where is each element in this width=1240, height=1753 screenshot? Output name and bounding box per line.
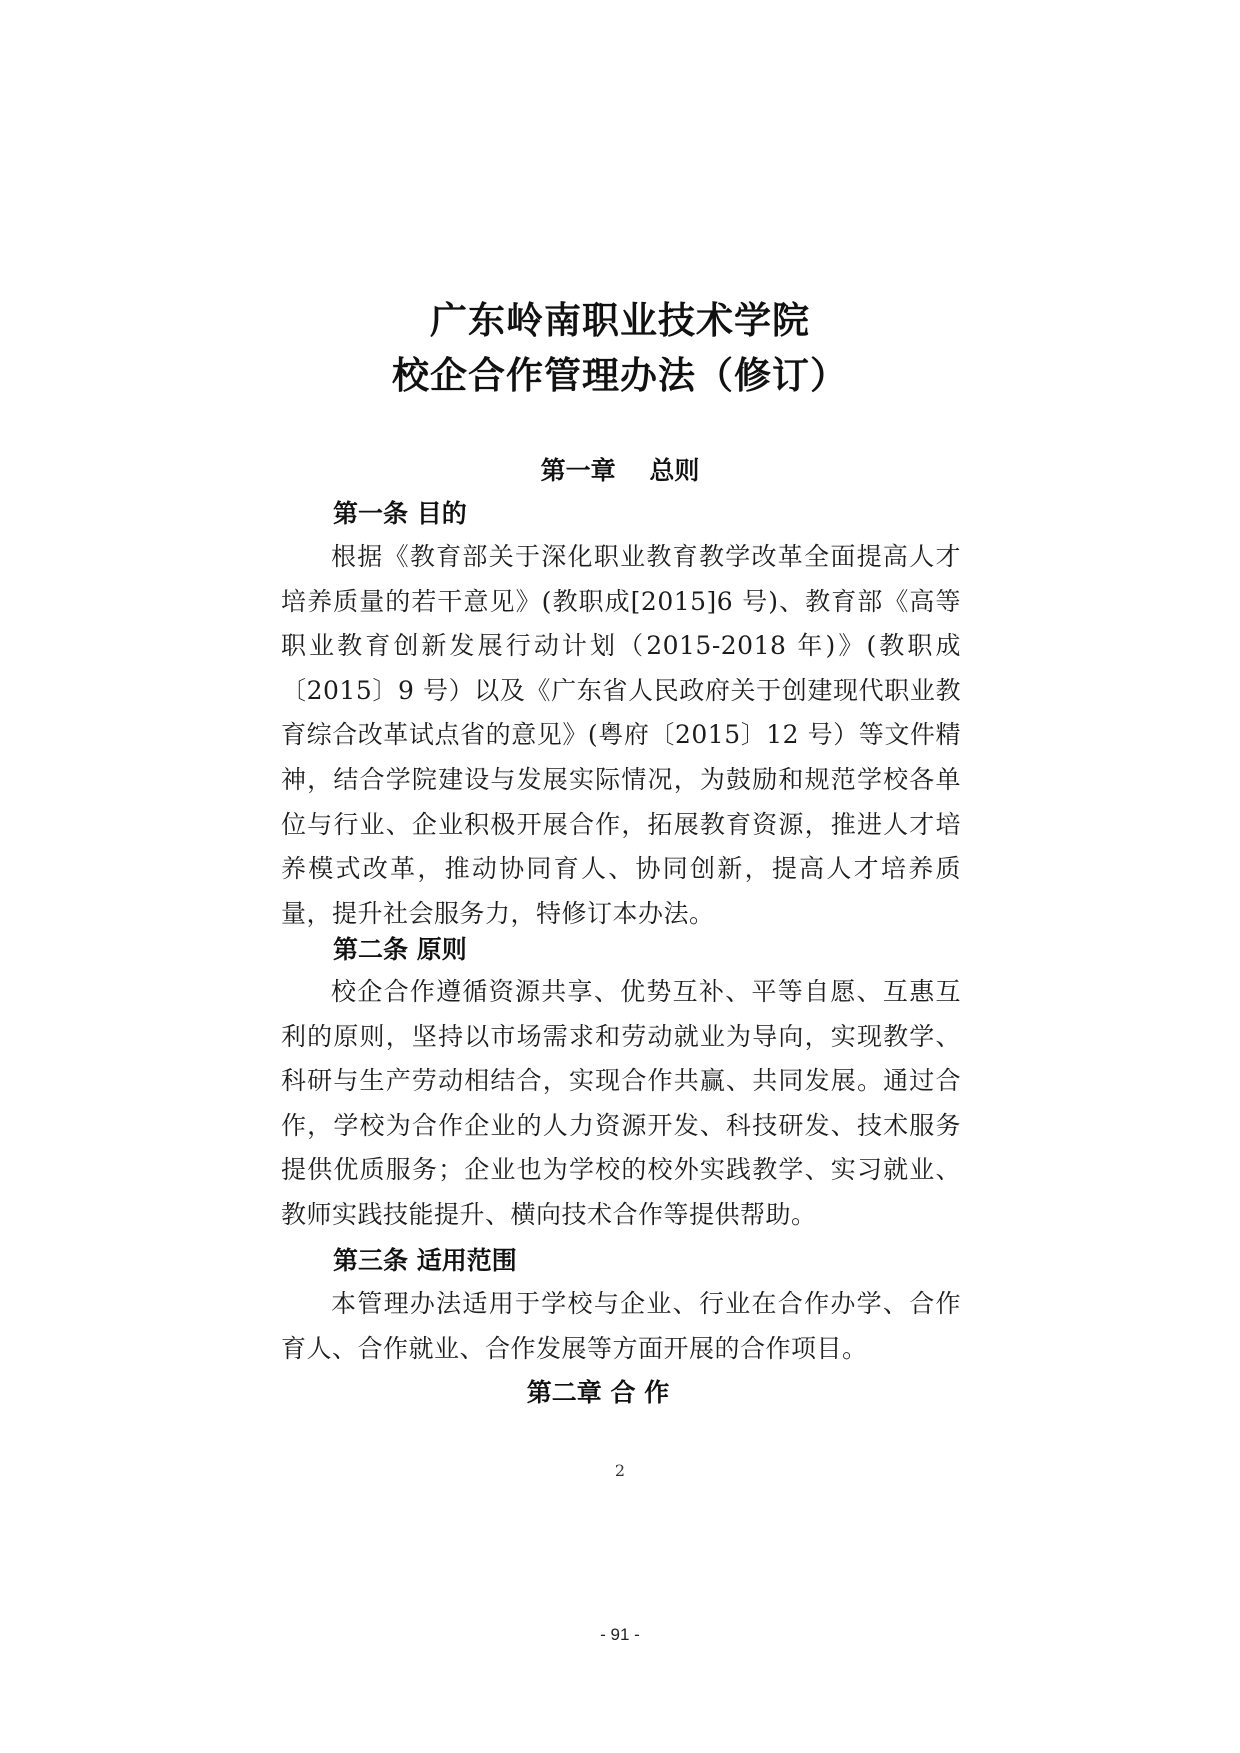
article-2-heading: 第二条 原则 [333, 935, 467, 964]
article-1-heading: 第一条 目的 [333, 499, 467, 528]
chapter-1-heading: 第一章 总则 [540, 456, 700, 485]
article-3-paragraph: 本管理办法适用于学校与企业、行业在合作办学、合作育人、合作就业、合作发展等方面开展的合作项目。 [281, 1289, 961, 1363]
chapter-2-heading: 第二章 合 作 [526, 1378, 670, 1407]
article-3-heading: 第三条 适用范围 [333, 1246, 517, 1275]
inner-page-number: 2 [614, 1461, 626, 1480]
document-title-line2: 校企合作管理办法（修订） [392, 354, 848, 397]
document-title-line1: 广东岭南职业技术学院 [430, 299, 810, 342]
article-2-paragraph: 校企合作遵循资源共享、优势互补、平等自愿、互惠互利的原则，坚持以市场需求和劳动就业为导向，实现教学、科研与生产劳动相结合，实现合作共赢、共同发展。通过合作，学校为合作企业的人力资源开发、科技研发、技术服务提供优质服务；企业也为学校的校外实践教学、实习就业、教师实践技能提升、横向技术合作等提供帮助。 [281, 977, 961, 1229]
outer-page-number: - 91 - [600, 1625, 640, 1644]
article-1-paragraph: 根据《教育部关于深化职业教育教学改革全面提高人才培养质量的若干意见》(教职成[2015]6 号)、教育部《高等职业教育创新发展行动计划（2015-2018 年)》(教职成〔2015〕9 号）以及《广东省人民政府关于创建现代职业教育综合改革试点省的意见》(粤府〔2015〕12 号）等文件精神，结合学院建设与发展实际情况，为鼓励和规范学校各单位与行业、企业积极开展合作，拓展教育资源，推进人才培养模式改革，推动协同育人、协同创新，提高人才培养质量，提升社会服务力，特修订本办法。 [281, 542, 961, 928]
